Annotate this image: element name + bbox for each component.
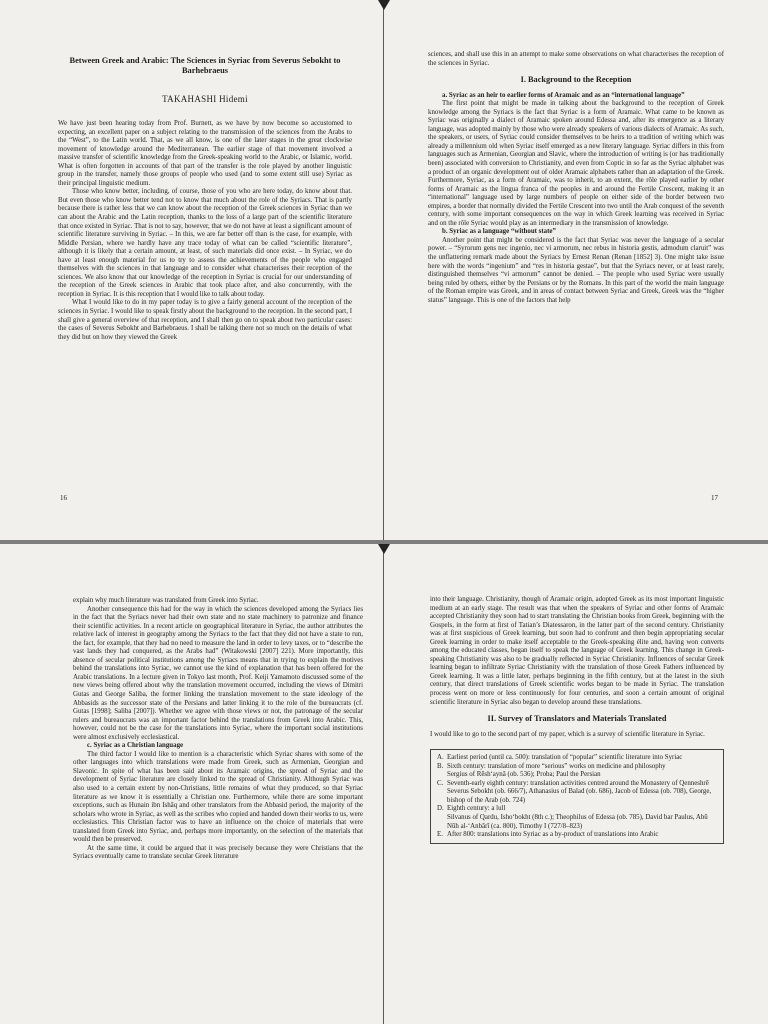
survey-item-detail: Silvanus of Qardu, Isho‘bokht (8th c.); Theophilus of Edessa (ob. 785), David bar Paulus, Abū Nūh al-‘Anbārī (ca. 800), Timothy I (727/8–823) <box>447 814 708 830</box>
survey-item: E. After 800: translations into Syriac as a by-product of translations into Arabic <box>437 831 659 839</box>
survey-item-detail: Sergius of Rēsh‘aynā (ob. 536); Proba; Paul the Persian <box>447 771 601 779</box>
paragraph: The first point that might be made in talking about the background to the reception of Greek knowledge among the Syriacs is the fact that Syriac is a form of Aramaic. What came to be known as Syriac was originally a dialect of Aramaic spoken around Edessa and, after its emergence as a literary language, was adopted mainly by those who were already speakers of various dialects of Aramaic. As such, the speakers, or users, of Syriac could consider themselves to be heirs to a tradition of writing which was already a millennium old when Syriac itself emerged as a new literary language. Syriac differs in this from languages such as Armenian, Georgian and Slavic, where the introduction of writing is (or has traditionally been) associated with conversion to Christianity, and even from Coptic in so far as the Syriac alphabet was a product of an organic development out of older Aramaic alphabets rather than an adaptation of the Greek. Furthermore, Syriac, as a form of Aramaic, was to inherit, to an extent, the rôle played earlier by other forms of Aramaic as the lingua franca of the peoples in and around the Fertile Crescent, making it an “international” language used by large numbers of people on either side of the border between two empires, a border that normally divided the Fertile Crescent into two until the Arab conquest of the seventh century, with some important consequences on the way in which Greek learning was received in Syriac and on the rôle Syriac would play as an intermediary in the transmission of knowledge. <box>428 100 725 227</box>
section-heading: II. Survey of Translators and Materials Translated <box>487 714 667 724</box>
crop-mark <box>378 544 390 554</box>
crop-mark <box>378 0 390 10</box>
paragraph: At the same time, it could be argued that it was precisely because they were Christians that the Syriacs eventually came to translate secular Greek literature <box>73 844 363 861</box>
page-18-body <box>73 597 363 862</box>
page-17-body <box>428 51 724 305</box>
page-16 <box>0 0 384 540</box>
subsection-heading: b. Syriac as a language “without state” <box>442 228 556 236</box>
page-gutter <box>383 544 384 1024</box>
page-19 <box>384 544 768 1024</box>
subsection-heading: a. Syriac as an heir to earlier forms of Aramaic and as an “international language” <box>442 91 685 99</box>
article-author: TAKAHASHI Hidemi <box>162 94 248 104</box>
page-number: 16 <box>60 494 67 502</box>
page-19-body <box>430 596 724 844</box>
survey-item: C. Seventh-early eighth century: translation activities centred around the Monastery of Qenneshrē <box>437 779 709 787</box>
paragraph: into their language. Christianity, though of Aramaic origin, adopted Greek as its most important linguistic medium at an early stage. The result was that when the speakers of Syriac and other forms of Aramaic accepted Christianity they soon had to start translating the Christian books from Greek, beginning with the Gospels, in the form at first of Tatian’s Diatessaron, in the latter part of the second century. Christianity was at first suspicious of Greek learning, but soon had to confront and then begin appropriating secular Greek learning in order to make itself acceptable to the Greek-speaking élite and, having won converts among the educated classes, began itself to speak the language of Greek learning. This change in Greek-speaking Christianity was also to be gradually reflected in Syriac Christianity. Influences of secular Greek learning began to infiltrate Syriac Christianity with the translation of those Greek Fathers influenced by Greek learning. It was a little later, perhaps beginning in the fifth century, but at the latest in the sixth century, that direct translations of Greek scientific works began to be made in Syriac. The translation process went on more or less continuously for four centuries, and soon a certain amount of original scientific literature in Syriac also began to develop around these translations. <box>430 596 724 706</box>
survey-item: D. Eighth century: a lull <box>437 805 506 813</box>
survey-item: A. Earliest period (until ca. 500): translation of “popular” scientific literature into Syriac <box>437 754 683 762</box>
paragraph: sciences, and shall use this in an attempt to make some observations on what characterises the reception of the sciences in Syriac. <box>428 51 724 67</box>
paragraph: What I would like to do in my paper today is to give a fairly general account of the reception of the sciences in Syriac. I would like to speak firstly about the background to the reception. In the second part, I shall give a general overview of that reception, and I shall then go on to speak about two particular cases: the cases of Severus Sebokht and Barhebraeus. I shall be talking there not so much on the details of what they did but on how they viewed the Greek <box>58 299 352 341</box>
subsection-heading: c. Syriac as a Christian language <box>87 742 184 750</box>
paragraph: Those who know better, including, of course, those of you who are here today, do know about that. But even those who know better tend not to know that much about the role of the Syriacs. That is partly because there is rather less that we can know about the reception of the Greek sciences in Syriac than we can about the Arabic and the Latin reception, thanks to the loss of a large part of the scientific literature that once existed in Syriac. That is not to say, however, that we do not have at least a significant amount of scientific literature surviving in Syriac. – In this, we are far better off than is the case, for example, with Middle Persian, where we hardly have any trace today of what can be called “scientific literature”, although it is likely that a certain amount, at least, of such materials did once exist. – In Syriac, we do have at least enough material for us to try to assess the achievements of the people who engaged themselves with the sciences in that language and to consider what characterises their reception of the sciences. We also know that our knowledge of the reception in Syriac is crucial for our understanding of the reception of the Greek sciences in Arabic that took place after, and also concurrently, with the reception in Syriac. It is this reception that I would like to talk about today. <box>58 188 352 298</box>
section-heading: I. Background to the Reception <box>520 75 632 85</box>
survey-item-detail: Severus Sebokht (ob. 666/7), Athanasius of Balad (ob. 686), Jacob of Edessa (ob. 708), George, bishop of the Arab (ob. 724) <box>447 788 712 804</box>
survey-box <box>430 749 724 843</box>
paragraph: We have just been hearing today from Prof. Burnett, as we have by now become so accustomed to expecting, an excellent paper on a subject relating to the transmission of the sciences from the Arabs to the “West”, to the Latin world. That, as we all know, is one of the later stages in the great clockwise movement of knowledge around the Mediterranean. The earlier stage of that movement involved a massive transfer of scientific knowledge from the Greek-speaking world to the Arabic, or Islamic, world. What is often forgotten in accounts of that part of the transfer is the role played by another linguistic group in the transfer, namely those groups of people who used (and to some extent still use) Syriac as their principal linguistic medium. <box>58 120 352 187</box>
paragraph: explain why much literature was translated from Greek into Syriac. <box>73 597 259 604</box>
page-16-body <box>58 120 352 342</box>
paragraph: Another point that might be considered is the fact that Syriac was never the language of a secular power. – “Syrorum gens nec ingenio, nec vi armorum, nec rebus in historia gestis, admodum claruit” was the unflattering remark made about the Syriacs by Ernest Renan (Renan [1852] 3). One might take issue here with the words “ingenium” and “res in historia gestae”, but that the Syriacs never, or at least rarely, distinguished themselves “vi armorum” cannot be denied. – The people who used Syriac were usually being ruled by others, either by the Persians or by the Romans. In this part of the world the main language of the Roman empire was Greek, and in areas of contact between Syriac and Greek, Greek was the “higher status” language. This is one of the factors that help <box>428 236 724 304</box>
paragraph: I would like to go to the second part of my paper, which is a survey of scientific literature in Syriac. <box>430 730 705 738</box>
article-title: Between Greek and Arabic: The Sciences in Syriac from Severus Sebokht to Barhebraeus <box>69 56 341 75</box>
page-gutter <box>383 0 384 540</box>
page-17 <box>384 0 768 540</box>
paragraph: The third factor I would like to mention is a characteristic which Syriac shares with some of the other languages into which translations were made from Greek, such as Armenian, Georgian and Slavonic. In spite of what has been said about its Aramaic origins, the spread of Syriac and the development of Syriac literature are closely linked to the spread of Christianity. Although Syriac was also used to a certain extent by non-Christians, little remains of what they produced, so that Syriac literature as we know it is essentially a Christian one. Furthermore, while there are some important exceptions, such as Hunain ibn Ishāq and other translators from the Abbasid period, the majority of the scholars who wrote in Syriac, as well as the scribes who copied and handed down their works to us, were ecclesiastics. This Christian factor was to have an influence on the choice of materials that were translated from Greek into Syriac, and, perhaps more importantly, on the selection of the materials that would then be preserved. <box>73 750 363 844</box>
survey-item: B. Sixth century: translation of more “serious” works on medicine and philosophy <box>437 762 666 770</box>
page-18 <box>0 544 384 1024</box>
paragraph: Another consequence this had for the way in which the sciences developed among the Syriacs lies in the fact that the Syriacs never had their own state and no state machinery to patronize and finance their scientific activities. In a recent article on geographical literature in Syriac, the author attributes the relative lack of interest in geography among the Syriacs to the fact that they did not have a state to run, the fact, for example, that they had no need to measure the land in order to levy taxes, or to “describe the vast lands they had conquered, as the Arabs had” (Witakowski [2007] 221). More importantly, this absence of secular political institutions among the Syriacs means that in trying to explain the motives behind the translations into Syriac, we cannot use the kind of explanation that has been offered for the Arabic translations. In a lecture given in Tokyo last month, Prof. Keiji Yamamoto discussed some of the new views being offered about why the translation movement occurred, including the views of Dimitri Gutas and George Saliba, the former linking the translation movement to the state ideology of the Abbasids as the successor state of the Persians and latter linking it to the role of the bureaucrats (cf. Gutas [1998]; Saliba [2007]). Whether we agree with those views or not, the patronage of the secular rulers and bureaucrats was an important factor behind the translations from Greek into Arabic. This, however, could not be the case for the translations into Syriac, where the important social institutions were almost exclusively ecclesiastical. <box>73 605 363 741</box>
page-number: 17 <box>711 494 718 502</box>
